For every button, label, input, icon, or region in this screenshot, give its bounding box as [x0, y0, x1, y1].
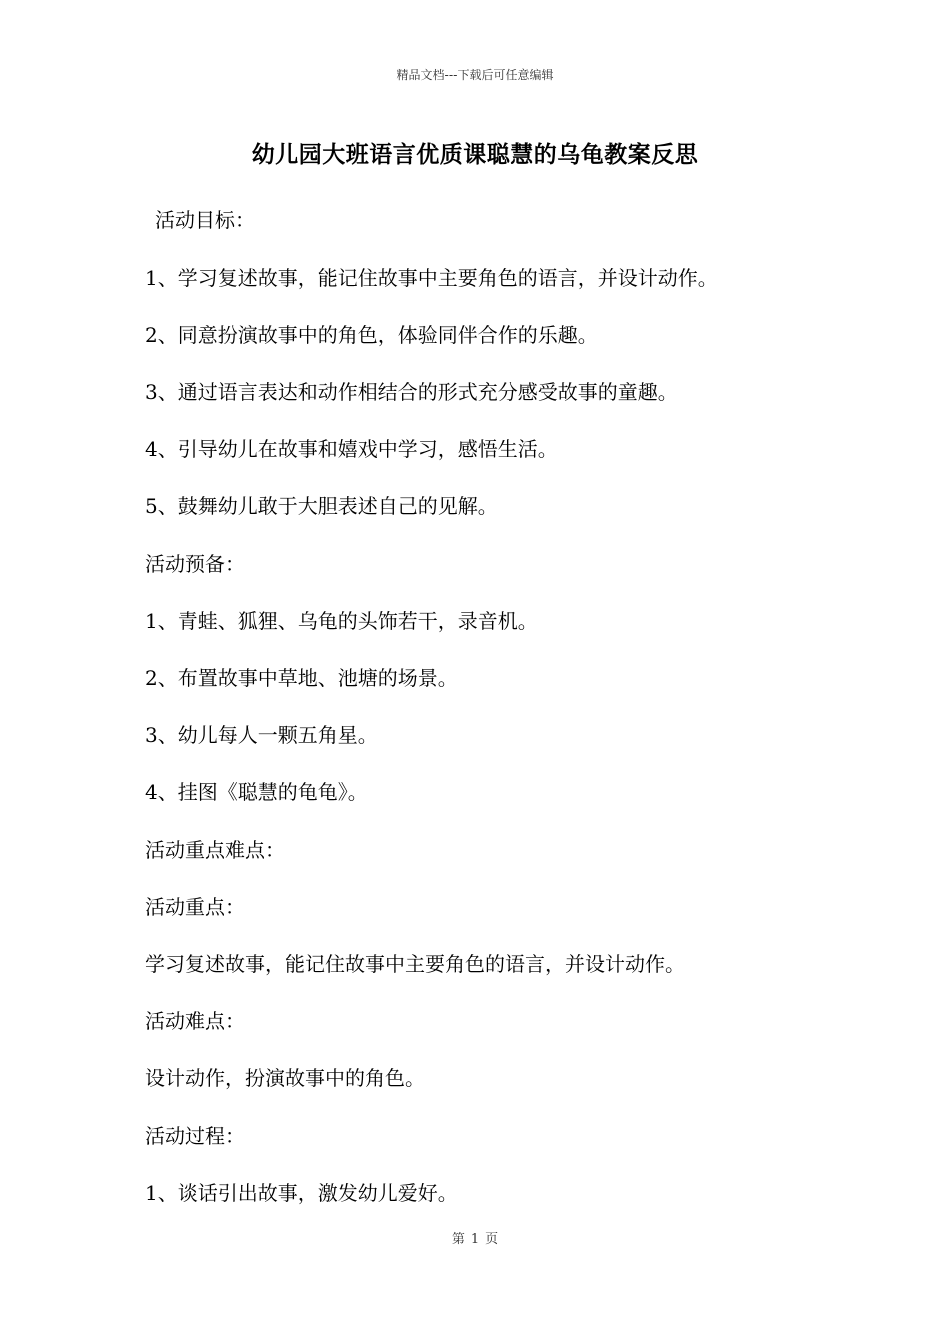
preparation-item-4: 4、挂图《聪慧的龟龟》。 [145, 780, 368, 804]
header-note: 精品文档---下载后可任意编辑 [396, 68, 554, 82]
preparation-item-2: 2、布置故事中草地、池塘的场景。 [145, 666, 458, 690]
section-heading-goals: 活动目标： [155, 208, 255, 232]
focus-text: 学习复述故事，能记住故事中主要角色的语言，并设计动作。 [145, 952, 685, 976]
goal-item-4: 4、引导幼儿在故事和嬉戏中学习，感悟生活。 [145, 437, 558, 461]
document-title: 幼儿园大班语言优质课聪慧的乌龟教案反思 [251, 141, 699, 168]
preparation-item-3: 3、幼儿每人一颗五角星。 [145, 723, 378, 747]
section-heading-process: 活动过程： [145, 1124, 245, 1148]
footer-suffix: 页 [485, 1232, 499, 1247]
footer-prefix: 第 [451, 1232, 465, 1247]
preparation-item-1: 1、青蛙、狐狸、乌龟的头饰若干，录音机。 [145, 609, 538, 633]
goal-item-3: 3、通过语言表达和动作相结合的形式充分感受故事的童趣。 [145, 380, 678, 404]
page-number: 1 [470, 1232, 480, 1247]
goal-item-1: 1、学习复述故事，能记住故事中主要角色的语言，并设计动作。 [145, 266, 718, 290]
goal-item-5: 5、鼓舞幼儿敢于大胆表述自己的见解。 [145, 494, 498, 518]
subheading-focus: 活动重点： [145, 895, 245, 919]
difficulty-text: 设计动作，扮演故事中的角色。 [145, 1066, 425, 1090]
section-heading-preparation: 活动预备： [145, 552, 245, 576]
goal-item-2: 2、同意扮演故事中的角色，体验同伴合作的乐趣。 [145, 323, 598, 347]
section-heading-key-points: 活动重点难点： [145, 838, 285, 862]
process-item-1: 1、谈话引出故事，激发幼儿爱好。 [145, 1181, 458, 1205]
subheading-difficulty: 活动难点： [145, 1009, 245, 1033]
page-footer [0, 1228, 950, 1247]
